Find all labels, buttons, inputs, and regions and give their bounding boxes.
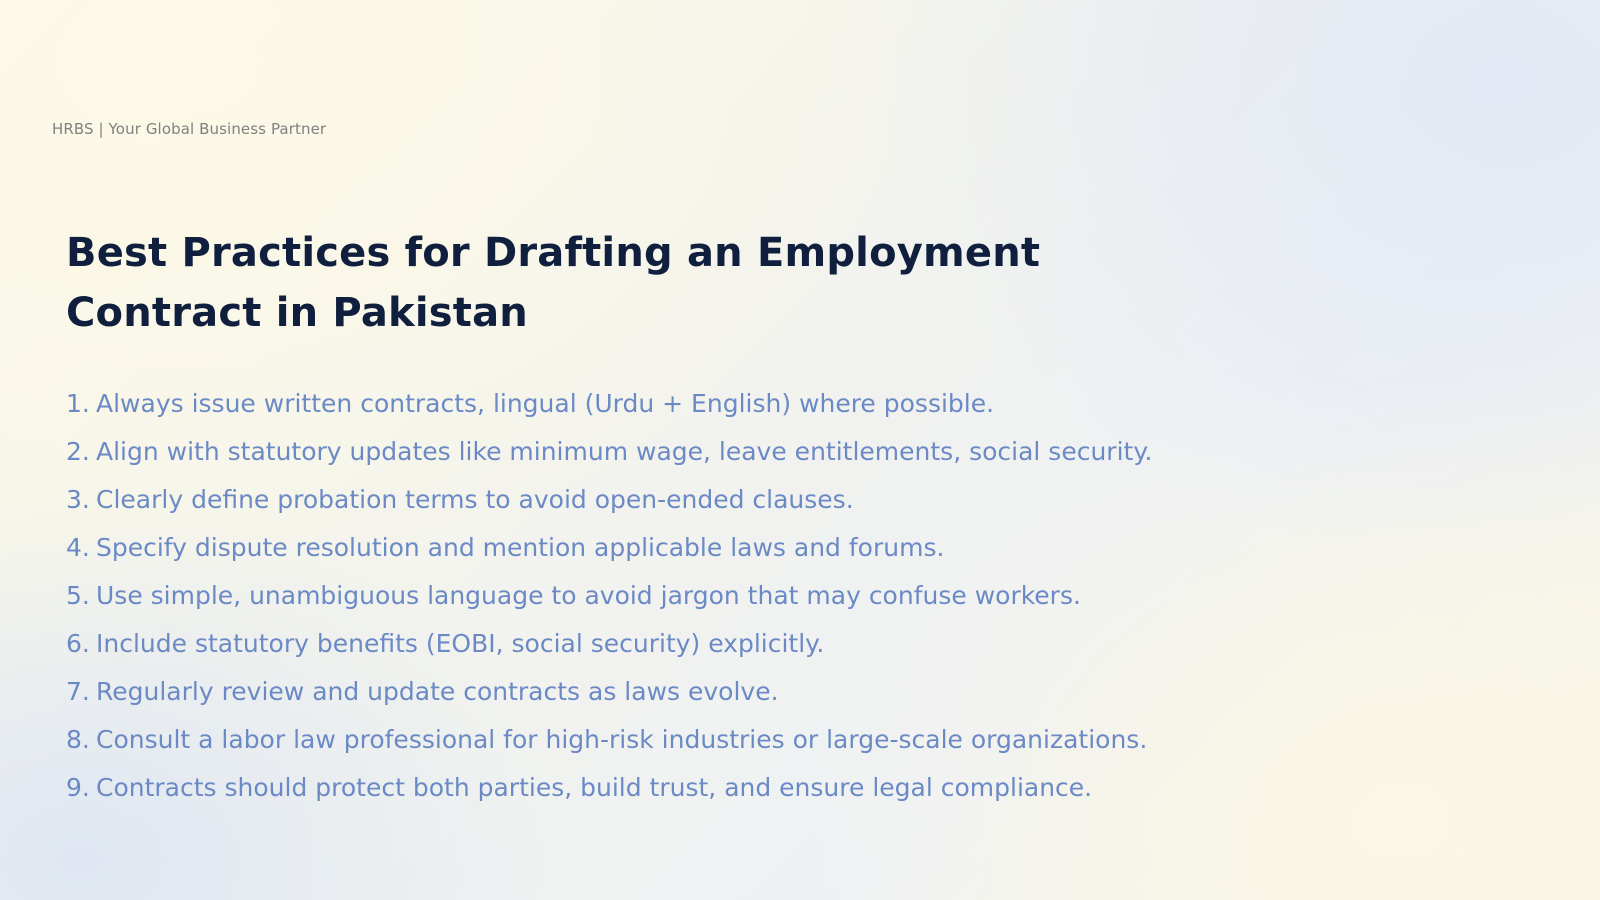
list-item-text: Clearly define probation terms to avoid open-ended clauses.	[96, 485, 854, 514]
list-item-text: Include statutory benefits (EOBI, social security) explicitly.	[96, 629, 825, 658]
list-item-text: Contracts should protect both parties, build trust, and ensure legal compliance.	[96, 773, 1093, 802]
list-item	[66, 528, 1546, 576]
list-item-text: Use simple, unambiguous language to avoid jargon that may confuse workers.	[96, 581, 1081, 610]
list-item	[66, 576, 1546, 624]
list-item-number: 3.	[66, 485, 90, 514]
list-item-number: 9.	[66, 773, 90, 802]
list-item	[66, 384, 1546, 432]
list-item-number: 1.	[66, 389, 90, 418]
list-item-text: Always issue written contracts, lingual (Urdu + English) where possible.	[96, 389, 995, 418]
list-item-number: 7.	[66, 677, 90, 706]
list-item	[66, 672, 1546, 720]
list-item	[66, 432, 1546, 480]
list-item	[66, 480, 1546, 528]
slide-title-line-1: Best Practices for Drafting an Employment	[66, 230, 1041, 276]
list-item-number: 8.	[66, 725, 90, 754]
list-item-number: 5.	[66, 581, 90, 610]
list-item-text: Align with statutory updates like minimum wage, leave entitlements, social security.	[96, 437, 1153, 466]
best-practices-list	[66, 384, 1546, 816]
list-item-number: 6.	[66, 629, 90, 658]
list-item	[66, 624, 1546, 672]
list-item-text: Regularly review and update contracts as laws evolve.	[96, 677, 779, 706]
slide-title	[66, 223, 1166, 343]
list-item	[66, 720, 1546, 768]
list-item-text: Consult a labor law professional for high-risk industries or large-scale organizations.	[96, 725, 1148, 754]
brand-tagline: HRBS | Your Global Business Partner	[52, 120, 327, 138]
slide-title-line-2: Contract in Pakistan	[66, 290, 528, 336]
list-item-number: 2.	[66, 437, 90, 466]
list-item-number: 4.	[66, 533, 90, 562]
list-item-text: Specify dispute resolution and mention applicable laws and forums.	[96, 533, 945, 562]
list-item	[66, 768, 1546, 816]
